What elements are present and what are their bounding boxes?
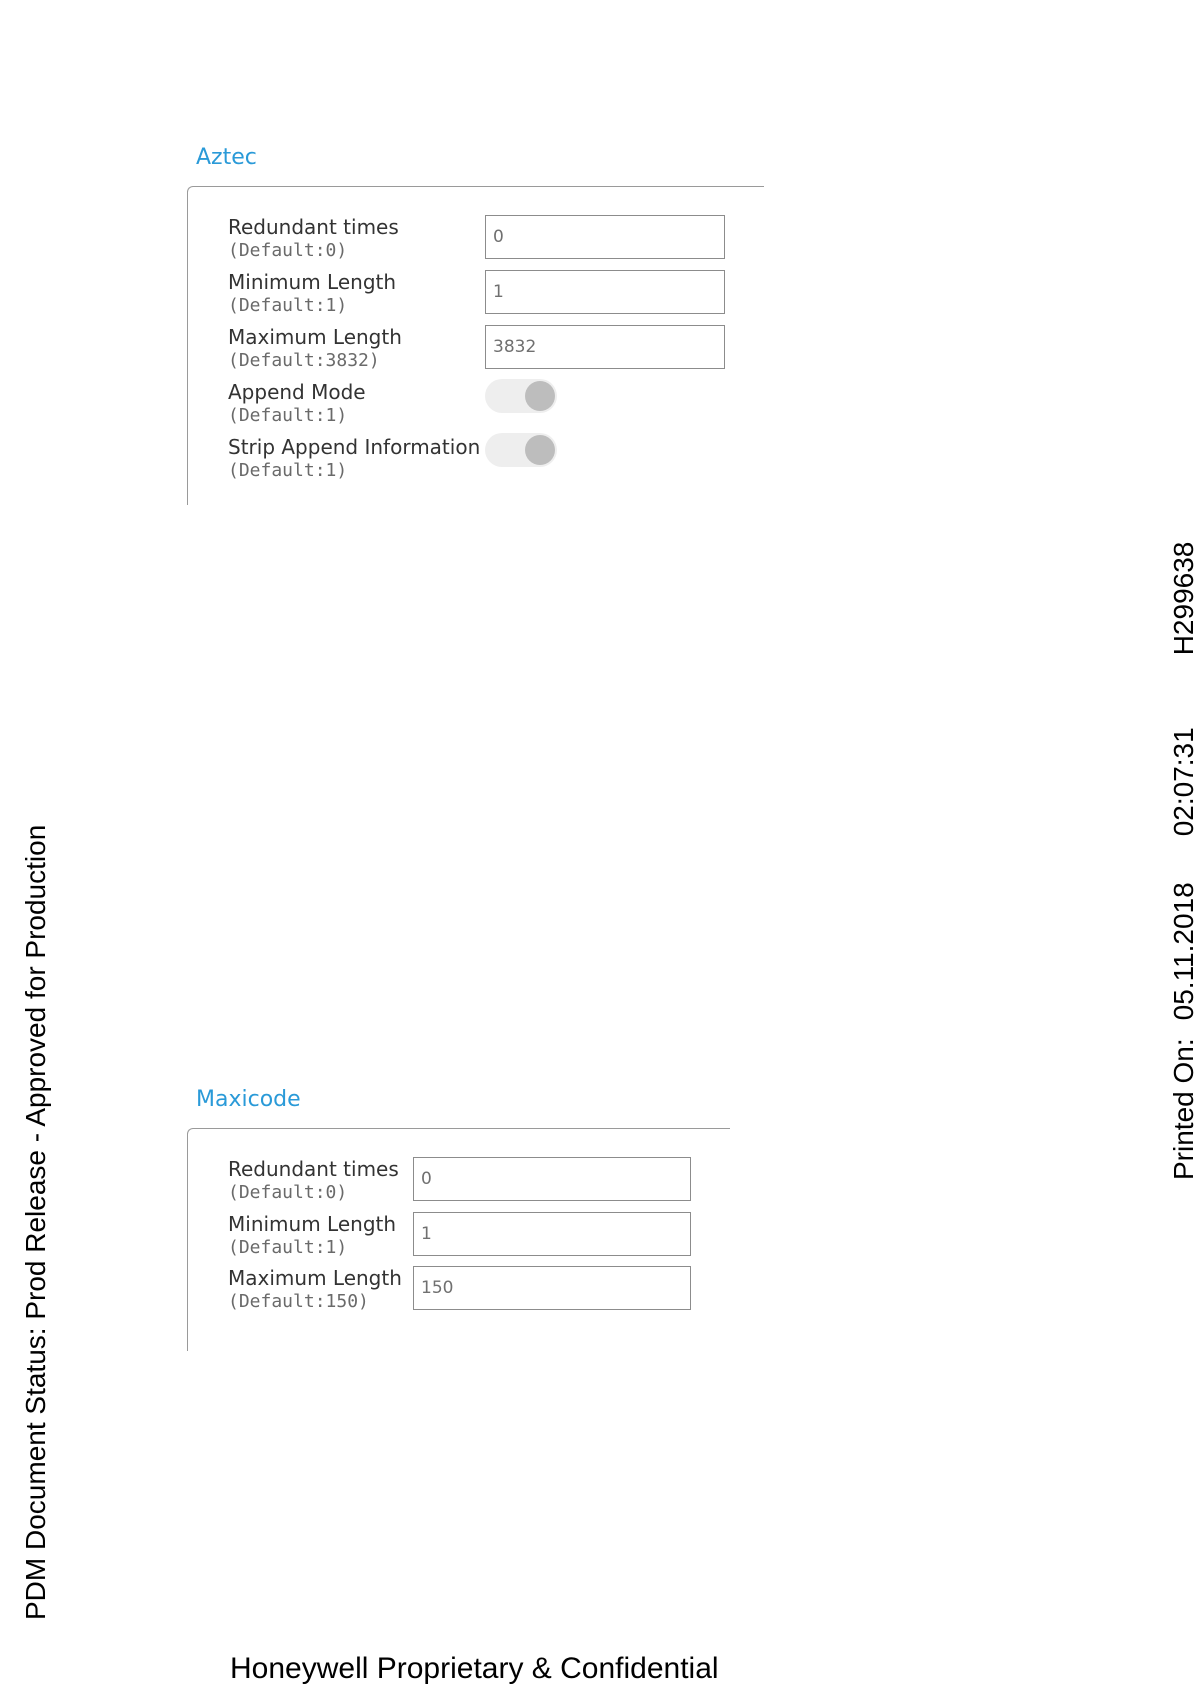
printed-on-label: Printed On: [1168, 1038, 1199, 1180]
aztec-minimum-length-default: (Default:1) [228, 295, 348, 316]
aztec-redundant-times-label: Redundant times [228, 215, 399, 239]
maxicode-maximum-length-label: Maximum Length [228, 1266, 402, 1290]
aztec-redundant-times-default: (Default:0) [228, 240, 348, 261]
maxicode-section-title: Maxicode [196, 1087, 301, 1112]
printed-date: 05.11.2018 [1168, 882, 1199, 1021]
maxicode-redundant-times-input[interactable] [413, 1157, 691, 1201]
maxicode-minimum-length-input[interactable] [413, 1212, 691, 1256]
maxicode-minimum-length-default: (Default:1) [228, 1237, 348, 1258]
aztec-minimum-length-input[interactable] [485, 270, 725, 314]
maxicode-redundant-times-default: (Default:0) [228, 1182, 348, 1203]
aztec-append-mode-label: Append Mode [228, 380, 366, 404]
toggle-knob [525, 435, 555, 465]
print-info-stamp [1168, 542, 1200, 1180]
aztec-append-mode-default: (Default:1) [228, 405, 348, 426]
aztec-strip-append-info-default: (Default:1) [228, 460, 348, 481]
aztec-section-title: Aztec [196, 145, 257, 170]
confidentiality-footer: Honeywell Proprietary & Confidential [230, 1652, 719, 1685]
maxicode-minimum-length-label: Minimum Length [228, 1212, 397, 1236]
maxicode-redundant-times-label: Redundant times [228, 1157, 399, 1181]
aztec-maximum-length-input[interactable] [485, 325, 725, 369]
pdm-status-stamp: PDM Document Status: Prod Release - Approved for Production [20, 824, 51, 1620]
maxicode-maximum-length-default: (Default:150) [228, 1291, 369, 1312]
printed-time: 02:07:31 [1168, 727, 1199, 837]
aztec-redundant-times-input[interactable] [485, 215, 725, 259]
aztec-minimum-length-label: Minimum Length [228, 270, 397, 294]
maxicode-maximum-length-input[interactable] [413, 1266, 691, 1310]
document-id: H299638 [1168, 541, 1199, 656]
aztec-append-mode-toggle[interactable] [485, 379, 557, 413]
aztec-strip-append-info-toggle[interactable] [485, 433, 557, 467]
aztec-maximum-length-label: Maximum Length [228, 325, 402, 349]
toggle-knob [525, 381, 555, 411]
aztec-maximum-length-default: (Default:3832) [228, 350, 380, 371]
aztec-strip-append-info-label: Strip Append Information [228, 435, 481, 459]
